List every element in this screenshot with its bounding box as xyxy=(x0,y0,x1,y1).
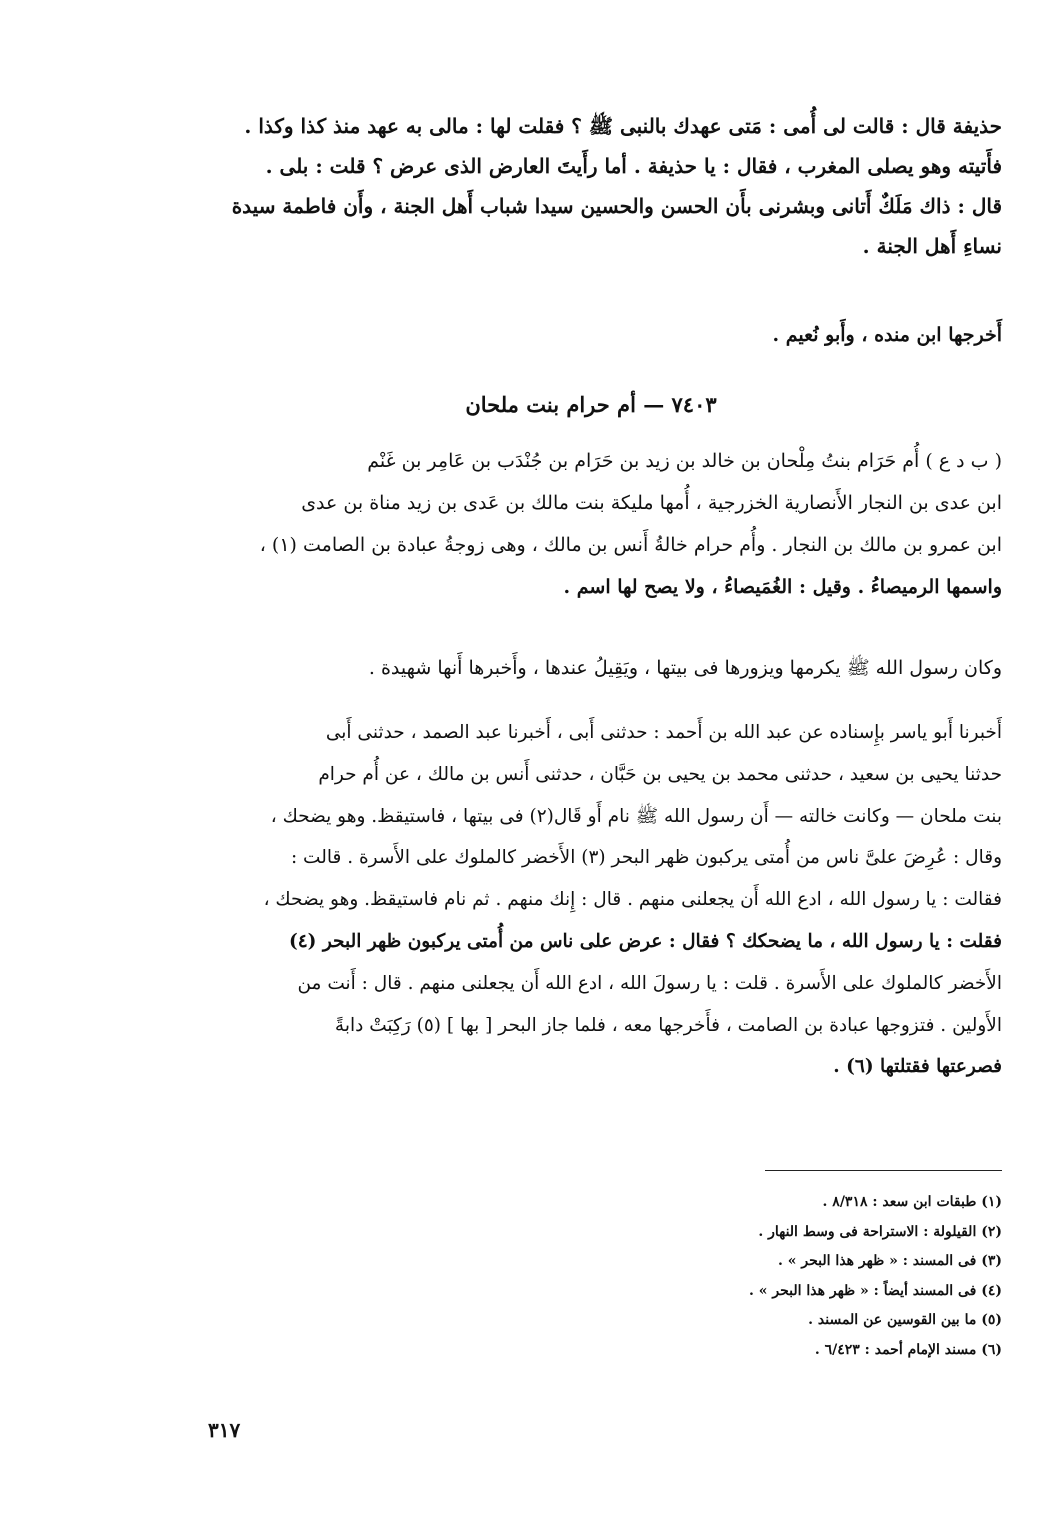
hadith-line: أَخبرنا أَبو ياسر بإِسناده عن عبد الله بن أَحمد : حدثنى أَبى ، أَخبرنا عبد الصمد ، حدثنى أَبى xyxy=(325,722,1002,743)
hadith-line: فقلت : يا رسول الله ، ما يضحكك ؟ فقال : عرض على ناس من أُمتى يركبون ظهر البحر (٤) xyxy=(288,930,1002,952)
bio-line: واسمها الرميصاءُ . وقيل : الغُمَيصاءُ ، ولا يصح لها اسم . xyxy=(563,576,1002,598)
page-number: ٣١٧ xyxy=(208,1418,241,1442)
intro-line: قال : ذاك مَلَكٌ أَتانى وبشرنى بأَن الحسن والحسين سيدا شباب أَهل الجنة ، وأَن فاطمة سيدة xyxy=(231,194,1002,218)
hadith-line: الأَولين . فتزوجها عبادة بن الصامت ، فأَخرجها معه ، فلما جاز البحر [ بها ] (٥) رَكِبَتْ دابةً xyxy=(334,1014,1002,1036)
footnote: (٢) القيلولة : الاستراحة فى وسط النهار . xyxy=(758,1223,1002,1240)
footnote: (٥) ما بين القوسين عن المسند . xyxy=(808,1312,1002,1328)
intro-line: فأَتيته وهو يصلى المغرب ، فقال : يا حذيفة . أما رأَيتَ العارض الذى عرض ؟ قلت : بلى . xyxy=(265,154,1002,178)
hadith-paragraph xyxy=(180,712,1002,1088)
hadith-line: فقالت : يا رسول الله ، ادع الله أَن يجعلنى منهم . قال : إِنك منهم . ثم نام فاستيقظ. وهو يضحك ، xyxy=(263,889,1002,911)
visit-paragraph: وكان رسول الله ﷺ يكرمها ويزورها فى بيتها ، ويَقِيلُ عندها ، وأَخبرها أَنها شهيدة . xyxy=(368,657,1002,679)
bio-line: ابن عدى بن النجار الأَنصارية الخزرجية ، أُمها مليكة بنت مالك بن عَدى بن زيد مناة بن عدى xyxy=(301,492,1002,514)
footnote: (٤) فى المسند أيضاً : « ظهر هذا البحر » . xyxy=(748,1282,1002,1299)
footnote: (٣) فى المسند : « ظهر هذا البحر » . xyxy=(778,1253,1002,1269)
footnotes xyxy=(600,1188,1002,1365)
bio-line: ( ب د ع ) أُم حَرَام بنتُ مِلْحان بن خالد بن زيد بن حَرَام بن جُنْدَب بن عَامِر بن غَنْم xyxy=(367,450,1002,472)
hadith-line: فصرعتها فقتلتها (٦) . xyxy=(833,1056,1002,1078)
intro-line: نساءِ أَهل الجنة . xyxy=(862,234,1002,258)
hadith-line: حدثنا يحيى بن سعيد ، حدثنى محمد بن يحيى بن حَبَّان ، حدثنى أَنس بن مالك ، عن أُم حرام xyxy=(318,763,1002,785)
entry-heading: ٧٤٠٣ — أم حرام بنت ملحان xyxy=(465,392,717,417)
hadith-line: بنت ملحان — وكانت خالته — أَن رسول الله ﷺ نام أَو قَال(٢) فى بيتها ، فاستيقظ. وهو يضحك ، xyxy=(270,805,1002,827)
hadith-line: الأَخضر كالملوك على الأَسرة . قلت : يا رسولَ الله ، ادع الله أَن يجعلنى منهم . قال : أَنت من xyxy=(297,972,1002,994)
source-note: أَخرجها ابن منده ، وأَبو نُعيم . xyxy=(772,324,1002,346)
bio-line: ابن عمرو بن مالك بن النجار . وأُم حرام خالةُ أَنس بن مالك ، وهى زوجةُ عبادة بن الصامت (١) ، xyxy=(259,534,1002,556)
footnote: (٦) مسند الإمام أحمد : ٦/٤٢٣ . xyxy=(814,1341,1002,1358)
intro-line: حذيفة قال : قالت لى أُمى : مَتى عهدك بالنبى ﷺ ؟ فقلت لها : مالى به عهد منذ كذا وكذا . xyxy=(244,114,1002,138)
footnote-divider xyxy=(765,1170,1002,1171)
intro-paragraph xyxy=(180,106,1002,266)
footnote: (١) طبقات ابن سعد : ٨/٣١٨ . xyxy=(822,1194,1002,1210)
biography-paragraph xyxy=(180,440,1002,608)
hadith-line: وقال : عُرِضَ علىَّ ناس من أُمتى يركبون ظهر البحر (٣) الأَخضر كالملوك على الأَسرة . قالت : xyxy=(290,847,1002,869)
